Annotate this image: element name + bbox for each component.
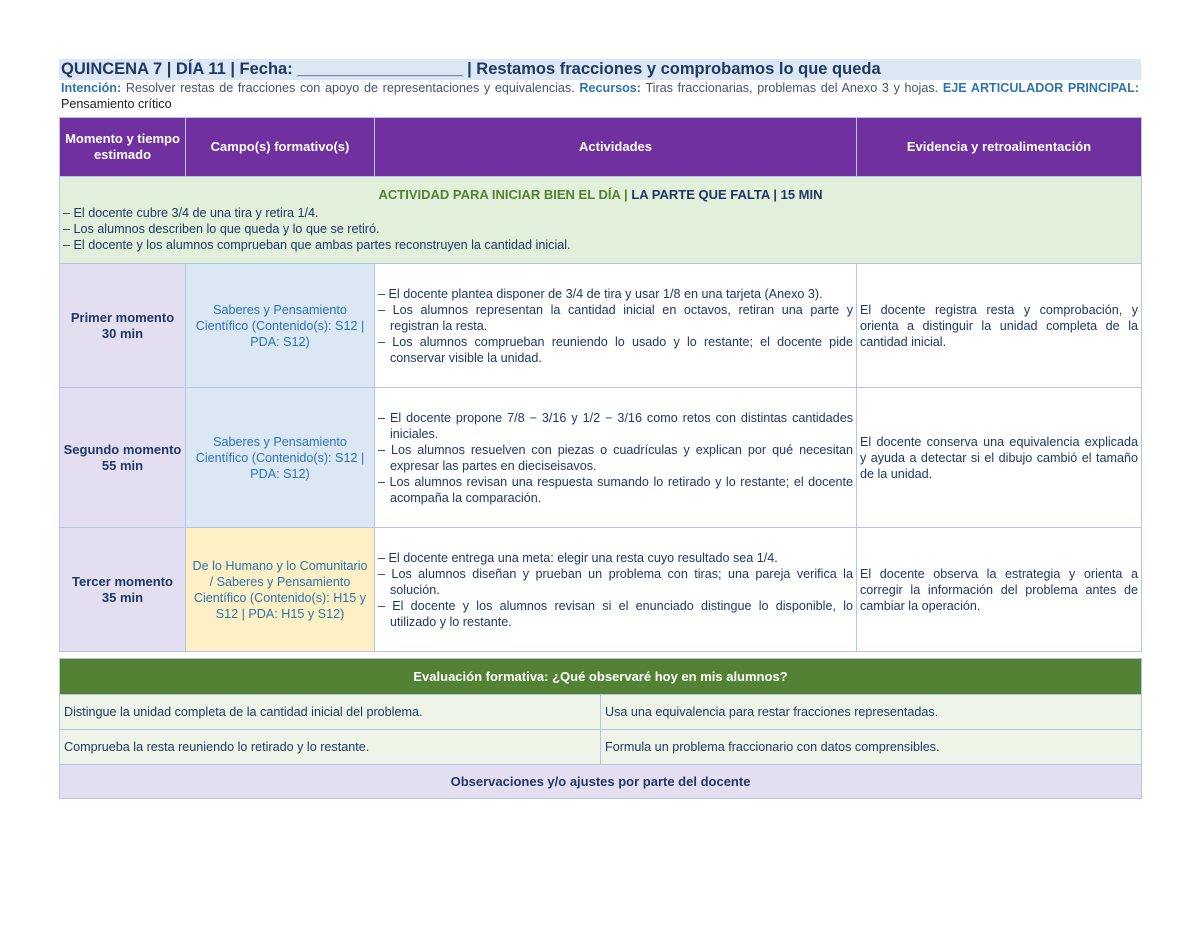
intent-paragraph [59, 80, 1141, 112]
activity-item: – Los alumnos representan la cantidad inicial en octavos, retiran una parte y registran la resta. [378, 302, 853, 333]
start-activity-cell [60, 177, 1142, 264]
activity-item: – Los alumnos resuelven con piezas o cuadrículas y explican por qué necesitan expresar las partes en dieciseisavos. [378, 442, 853, 473]
start-title-green: ACTIVIDAD PARA INICIAR BIEN EL DÍA | [378, 187, 628, 202]
activities-cell [375, 528, 857, 652]
campo-cell: De lo Humano y lo Comunitario / Saberes y Pensamiento Científico (Contenido(s): H15 y S12 | PDA: H15 y S12) [186, 528, 375, 652]
activity-item: – El docente plantea disponer de 3/4 de tira y usar 1/8 en una tarjeta (Anexo 3). [378, 286, 823, 301]
moment-cell [60, 388, 186, 528]
header-campo: Campo(s) formativo(s) [186, 118, 375, 177]
moment-time: 35 min [101, 589, 144, 605]
evaluation-item: Formula un problema fraccionario con datos comprensibles. [601, 730, 1142, 765]
header-evidencia: Evidencia y retroalimentación [857, 118, 1142, 177]
evaluation-title: Evaluación formativa: ¿Qué observaré hoy en mis alumnos? [60, 659, 1142, 695]
activity-item: – Los alumnos comprueban reuniendo lo usado y lo restante; el docente pide conservar visible la unidad. [378, 334, 853, 365]
intencion-label: Intención: [61, 81, 122, 95]
table-row [60, 264, 1142, 388]
activity-item: – El docente y los alumnos revisan si el enunciado distingue lo disponible, lo utilizado y lo restante. [378, 598, 853, 629]
table-row [60, 388, 1142, 528]
recursos-label: Recursos: [579, 81, 641, 95]
evidence-cell: El docente registra resta y comprobación, y orienta a distinguir la unidad completa de la cantidad inicial. [857, 264, 1142, 388]
evaluation-table [59, 658, 1142, 799]
moment-cell [60, 264, 186, 388]
planning-table [59, 117, 1142, 652]
table-row [60, 528, 1142, 652]
activity-item: – Los alumnos revisan una respuesta sumando lo retirado y lo restante; el docente acompaña la comparación. [378, 474, 853, 505]
moment-time: 30 min [101, 325, 144, 341]
activity-item: – Los alumnos diseñan y prueban un problema con tiras; una pareja verifica la solución. [378, 566, 853, 597]
observations-title: Observaciones y/o ajustes por parte del docente [60, 765, 1142, 799]
eje-label: EJE ARTICULADOR PRINCIPAL: [942, 81, 1140, 95]
campo-cell: Saberes y Pensamiento Científico (Contenido(s): S12 | PDA: S12) [186, 264, 375, 388]
moment-name: Tercer momento [72, 573, 173, 589]
moment-time: 55 min [101, 457, 144, 473]
moment-name: Primer momento [70, 309, 175, 325]
evidence-cell: El docente conserva una equivalencia explicada y ayuda a detectar si el dibujo cambió el tamaño de la unidad. [857, 388, 1142, 528]
activity-item: – El docente propone 7/8 − 3/16 y 1/2 − 3/16 como retos con distintas cantidades iniciales. [378, 410, 853, 441]
intencion-text: Resolver restas de fracciones con apoyo de representaciones y equivalencias. [125, 81, 575, 95]
header-momento: Momento y tiempo estimado [60, 118, 186, 177]
campo-cell: Saberes y Pensamiento Científico (Contenido(s): S12 | PDA: S12) [186, 388, 375, 528]
activities-cell [375, 264, 857, 388]
evidence-cell: El docente observa la estrategia y orienta a corregir la información del problema antes de cambiar la operación. [857, 528, 1142, 652]
activities-cell [375, 388, 857, 528]
header-actividades: Actividades [375, 118, 857, 177]
evaluation-item: Comprueba la resta reuniendo lo retirado y lo restante. [60, 730, 601, 765]
start-item: – El docente cubre 3/4 de una tira y retira 1/4. [63, 206, 319, 220]
start-item: – Los alumnos describen lo que queda y lo que se retiró. [63, 222, 380, 236]
start-activity-row [60, 177, 1142, 264]
page-title: QUINCENA 7 | DÍA 11 | Fecha: __________________ | Restamos fracciones y comprobamos lo que queda [59, 59, 1141, 80]
start-activity-title [63, 187, 1138, 203]
start-title-blue: LA PARTE QUE FALTA | 15 MIN [631, 187, 823, 202]
activity-item: – El docente entrega una meta: elegir una resta cuyo resultado sea 1/4. [378, 550, 778, 565]
evaluation-item: Distingue la unidad completa de la cantidad inicial del problema. [60, 695, 601, 730]
lesson-page [59, 59, 1141, 799]
moment-name: Segundo momento [63, 441, 182, 457]
evaluation-item: Usa una equivalencia para restar fracciones representadas. [601, 695, 1142, 730]
eje-text: Pensamiento crítico [61, 97, 172, 111]
moment-cell [60, 528, 186, 652]
start-item: – El docente y los alumnos comprueban que ambas partes reconstruyen la cantidad inicial. [63, 238, 571, 252]
table-header-row [60, 118, 1142, 177]
recursos-text: Tiras fraccionarias, problemas del Anexo 3 y hojas. [645, 81, 939, 95]
